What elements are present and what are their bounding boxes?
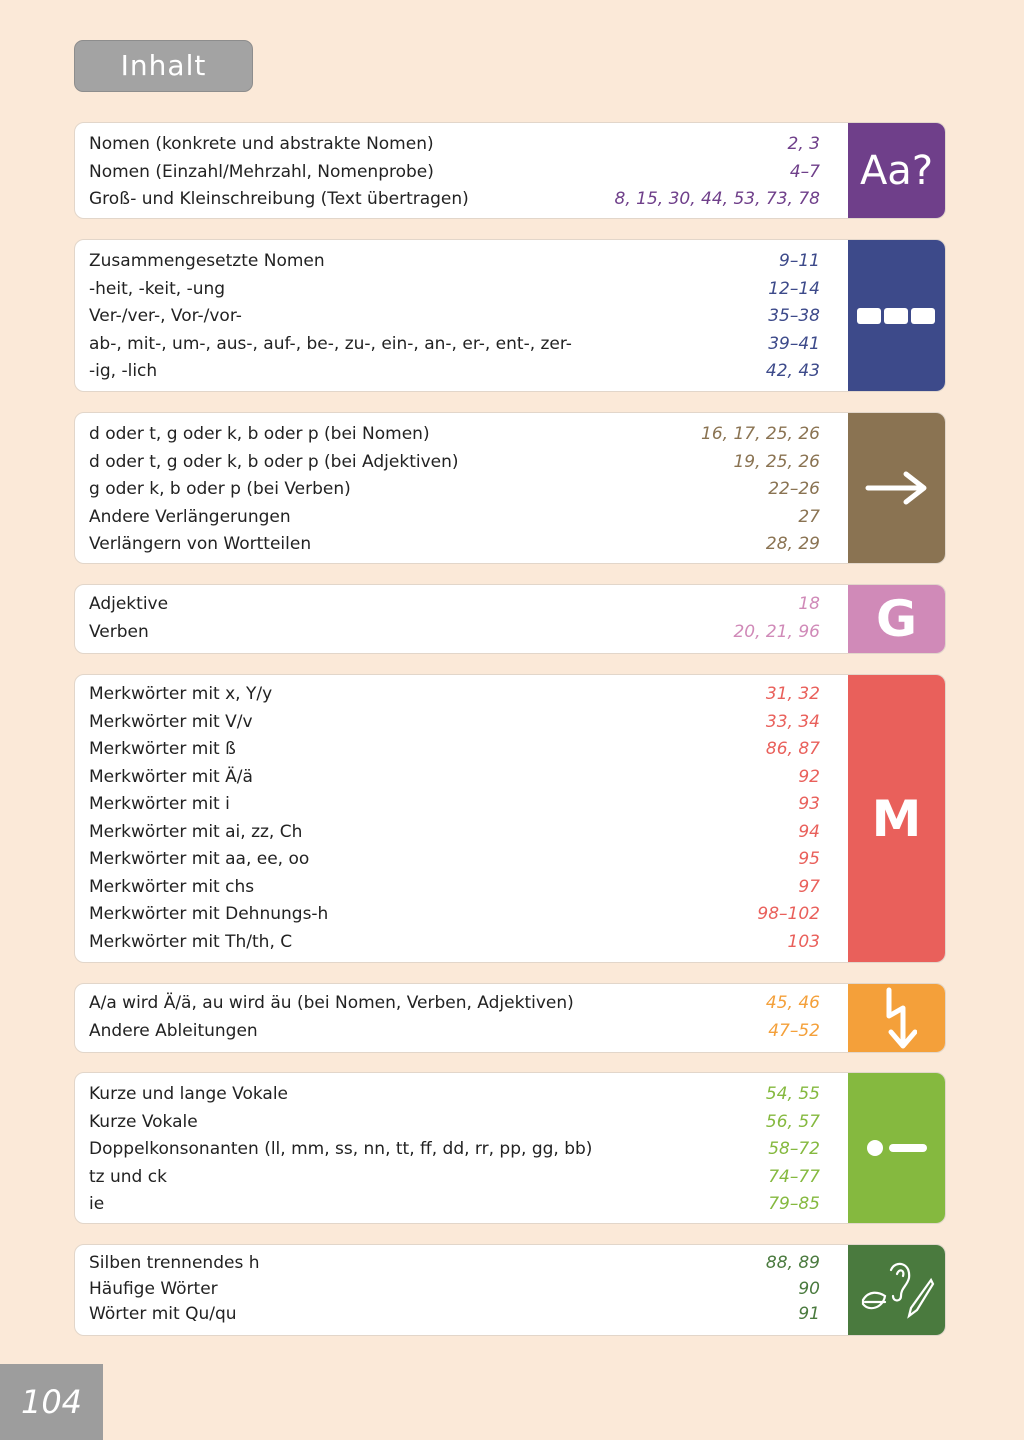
toc-rows: [89, 990, 820, 1045]
entry-label: ab-, mit-, um-, aus-, auf-, be-, zu-, ein-, an-, er-, ent-, zer-: [89, 333, 572, 354]
toc-entry[interactable]: [89, 591, 820, 619]
entry-label: Andere Ableitungen: [89, 1020, 258, 1041]
toc-entry[interactable]: [89, 874, 820, 902]
toc-rows: [89, 248, 820, 386]
toc-rows: [89, 131, 820, 214]
toc-entry[interactable]: [89, 764, 820, 792]
entry-label: g oder k, b oder p (bei Verben): [89, 479, 351, 499]
entry-pages: 12–14: [768, 278, 820, 299]
toc-entry[interactable]: [89, 1081, 820, 1109]
entry-pages: 42, 43: [765, 361, 820, 381]
entry-pages: 4–7: [789, 161, 820, 182]
toc-rows: [89, 421, 820, 559]
toc-entry[interactable]: [89, 331, 820, 359]
entry-pages: 9–11: [779, 251, 820, 271]
letter-m-icon: M: [848, 675, 945, 962]
entry-pages: 103: [787, 931, 820, 952]
entry-label: d oder t, g oder k, b oder p (bei Nomen): [89, 424, 430, 444]
entry-pages: 45, 46: [765, 993, 820, 1013]
entry-pages: 74–77: [768, 1166, 820, 1187]
letters-aa-question-icon: Aa?: [848, 123, 945, 218]
arrow-right-icon: [848, 413, 945, 563]
entry-pages: 58–72: [768, 1139, 820, 1159]
entry-label: Verlängern von Wortteilen: [89, 534, 312, 554]
toc-section: [74, 239, 946, 392]
entry-label: Groß- und Kleinschreibung (Text übertragen): [89, 189, 469, 209]
entry-pages: 33, 34: [765, 711, 820, 732]
entry-pages: 31, 32: [765, 684, 820, 704]
toc-entry[interactable]: [89, 276, 820, 304]
entry-pages: 54, 55: [765, 1084, 820, 1104]
toc-rows: [89, 1081, 820, 1219]
entry-label: Merkwörter mit Ä/ä: [89, 766, 253, 787]
toc-entry[interactable]: [89, 248, 820, 276]
entry-label: Zusammengesetzte Nomen: [89, 251, 325, 271]
toc-entry[interactable]: [89, 1136, 820, 1164]
toc-entry[interactable]: [89, 709, 820, 737]
toc-entry[interactable]: [89, 421, 820, 449]
entry-label: Merkwörter mit Th/th, C: [89, 931, 293, 952]
entry-label: d oder t, g oder k, b oder p (bei Adjektiven): [89, 451, 459, 472]
entry-label: Andere Verlängerungen: [89, 506, 291, 527]
entry-pages: 93: [798, 794, 820, 814]
toc-entry[interactable]: [89, 846, 820, 874]
toc-entry[interactable]: [89, 681, 820, 709]
entry-label: Merkwörter mit Dehnungs-h: [89, 904, 329, 924]
entry-label: -heit, -keit, -ung: [89, 278, 226, 299]
toc-entry[interactable]: [89, 1251, 820, 1277]
toc-rows: [89, 1251, 820, 1328]
toc-entry[interactable]: [89, 901, 820, 929]
toc-entry[interactable]: [89, 303, 820, 331]
entry-label: -ig, -lich: [89, 361, 158, 381]
toc-entry[interactable]: [89, 791, 820, 819]
toc-entry[interactable]: [89, 1191, 820, 1219]
entry-label: Ver-/ver-, Vor-/vor-: [89, 306, 242, 326]
entry-label: A/a wird Ä/ä, au wird äu (bei Nomen, Verben, Adjektiven): [89, 993, 574, 1013]
toc-entry[interactable]: [89, 159, 820, 187]
entry-label: Merkwörter mit ai, zz, Ch: [89, 821, 303, 842]
entry-pages: 86, 87: [765, 739, 820, 759]
entry-pages: 91: [798, 1304, 820, 1324]
entry-label: Kurze und lange Vokale: [89, 1084, 289, 1104]
entry-pages: 16, 17, 25, 26: [701, 424, 820, 444]
entry-pages: 18: [798, 594, 820, 614]
toc-section: [74, 674, 946, 963]
toc-entry[interactable]: [89, 1164, 820, 1192]
entry-pages: 94: [798, 821, 820, 842]
entry-label: Wörter mit Qu/qu: [89, 1304, 237, 1324]
toc-entry[interactable]: [89, 504, 820, 532]
entry-pages: 39–41: [768, 333, 820, 354]
entry-label: Adjektive: [89, 594, 169, 614]
derivation-arrow-icon: [848, 984, 945, 1052]
toc-entry[interactable]: [89, 358, 820, 386]
toc-entry[interactable]: [89, 929, 820, 957]
entry-label: Doppelkonsonanten (ll, mm, ss, nn, tt, ff, dd, rr, pp, gg, bb): [89, 1139, 593, 1159]
dot-dash-icon: [848, 1073, 945, 1223]
entry-pages: 97: [798, 876, 820, 897]
page-number: 104: [0, 1364, 103, 1440]
entry-pages: 27: [798, 506, 820, 527]
entry-pages: 22–26: [768, 479, 820, 499]
toc-entry[interactable]: [89, 131, 820, 159]
entry-label: Kurze Vokale: [89, 1111, 198, 1132]
entry-label: Merkwörter mit ß: [89, 739, 236, 759]
entry-pages: 95: [798, 849, 820, 869]
entry-label: tz und ck: [89, 1166, 167, 1187]
entry-label: Merkwörter mit chs: [89, 876, 255, 897]
toc-entry[interactable]: [89, 1277, 820, 1303]
entry-label: Häufige Wörter: [89, 1278, 218, 1299]
entry-pages: 19, 25, 26: [733, 451, 820, 472]
toc-section: [74, 412, 946, 564]
toc-section: [74, 122, 946, 219]
entry-label: Merkwörter mit V/v: [89, 711, 253, 732]
toc-entry[interactable]: [89, 531, 820, 559]
letter-g-icon: G: [848, 585, 945, 653]
entry-pages: 2, 3: [787, 134, 820, 154]
toc-entry[interactable]: [89, 736, 820, 764]
entry-label: Nomen (Einzahl/Mehrzahl, Nomenprobe): [89, 161, 434, 182]
toc-entry[interactable]: [89, 186, 820, 214]
entry-pages: 92: [798, 766, 820, 787]
toc-entry[interactable]: [89, 1018, 820, 1046]
entry-pages: 90: [798, 1278, 820, 1299]
toc-section: [74, 1072, 946, 1224]
toc-entry[interactable]: [89, 1302, 820, 1328]
entry-pages: 47–52: [768, 1020, 820, 1041]
toc-entry[interactable]: [89, 619, 820, 647]
entry-pages: 28, 29: [765, 534, 820, 554]
entry-label: Merkwörter mit x, Y/y: [89, 684, 273, 704]
entry-label: Nomen (konkrete und abstrakte Nomen): [89, 134, 434, 154]
toc-entry[interactable]: [89, 476, 820, 504]
toc-section: [74, 584, 946, 654]
toc-section: [74, 983, 946, 1053]
toc-entry[interactable]: [89, 819, 820, 847]
toc-rows: [89, 591, 820, 646]
entry-pages: 20, 21, 96: [733, 621, 820, 642]
toc-rows: [89, 681, 820, 956]
entry-pages: 79–85: [768, 1194, 820, 1214]
entry-label: Verben: [89, 621, 149, 642]
mouth-ear-pencil-icon: [848, 1245, 945, 1335]
toc-entry[interactable]: [89, 990, 820, 1018]
page-title: Inhalt: [74, 40, 253, 92]
entry-label: Merkwörter mit aa, ee, oo: [89, 849, 310, 869]
entry-pages: 35–38: [768, 306, 820, 326]
entry-pages: 56, 57: [765, 1111, 820, 1132]
entry-pages: 88, 89: [765, 1253, 820, 1273]
entry-pages: 98–102: [757, 904, 820, 924]
toc-entry[interactable]: [89, 449, 820, 477]
entry-label: ie: [89, 1194, 105, 1214]
entry-pages: 8, 15, 30, 44, 53, 73, 78: [614, 189, 820, 209]
entry-label: Merkwörter mit i: [89, 794, 230, 814]
toc-entry[interactable]: [89, 1109, 820, 1137]
entry-label: Silben trennendes h: [89, 1253, 260, 1273]
toc-section: [74, 1244, 946, 1336]
word-blocks-icon: [848, 240, 945, 391]
